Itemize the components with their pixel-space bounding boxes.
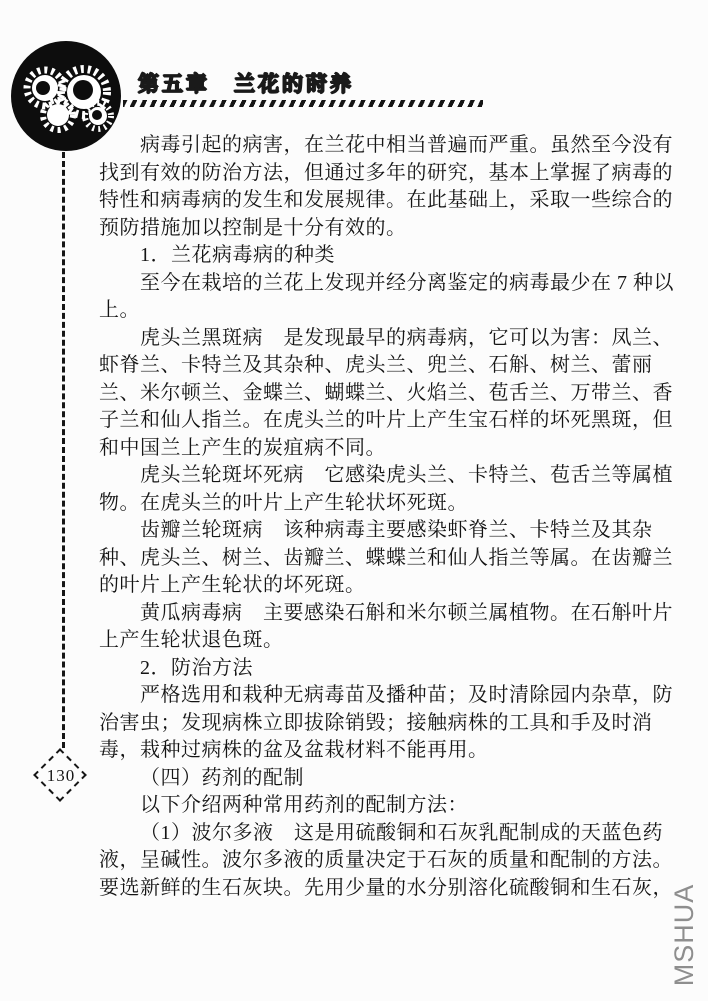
text-line: 1．兰花病毒病的种类 <box>140 244 335 266</box>
text-line: 的叶片上产生轮状的坏死斑。 <box>99 574 366 596</box>
text-line: 子兰和仙人指兰。在虎头兰的叶片上产生宝石样的坏死黑斑，但 <box>99 409 673 431</box>
watermark: MSHUA <box>669 883 699 987</box>
text-line: 治害虫；发现病株立即拔除销毁；接触病株的工具和手及时消 <box>99 711 653 734</box>
text-line: 找到有效的防治方法，但通过多年的研究，基本上掌握了病毒的 <box>99 161 673 184</box>
text-line: 物。在虎头兰的叶片上产生轮状坏死斑。 <box>99 491 468 514</box>
text-line: （1）波尔多液 这是用硫酸铜和石灰乳配制成的天蓝色药 <box>140 821 663 844</box>
text-line: 2．防治方法 <box>140 656 253 679</box>
text-line: 上。 <box>99 299 140 321</box>
text-line: 黄瓜病毒病 主要感染石斛和米尔顿兰属植物。在石斛叶片 <box>140 601 673 624</box>
text-line: 虾脊兰、卡特兰及其杂种、虎头兰、兜兰、石斛、树兰、蕾丽 <box>99 354 653 376</box>
text-line: 液，呈碱性。波尔多液的质量决定于石灰的质量和配制的方法。 <box>99 849 673 871</box>
text-line: 上产生轮状退色斑。 <box>99 629 284 651</box>
text-line: 特性和病毒病的发生和发展规律。在此基础上，采取一些综合的 <box>99 189 673 211</box>
text-line: 齿瓣兰轮斑病 该种病毒主要感染虾脊兰、卡特兰及其杂 <box>140 519 653 541</box>
chapter-title: 第五章 兰花的莳养 <box>138 72 354 96</box>
header-divider <box>123 100 483 107</box>
page-number-badge <box>33 748 89 804</box>
page-number: 130 <box>46 766 76 785</box>
text-line: 种、虎头兰、树兰、齿瓣兰、蝶蝶兰和仙人指兰等属。在齿瓣兰 <box>99 546 673 569</box>
text-line: 毒，栽种过病株的盆及盆栽材料不能再用。 <box>99 739 489 761</box>
text-line: 以下介绍两种常用药剂的配制方法： <box>140 794 468 816</box>
text-line: 和中国兰上产生的炭疽病不同。 <box>99 436 386 459</box>
text-line: 要选新鲜的生石灰块。先用少量的水分别溶化硫酸铜和生石灰， <box>99 876 673 899</box>
text-line: 虎头兰黑斑病 是发现最早的病毒病，它可以为害：凤兰、 <box>140 326 673 349</box>
text-line: （四）药剂的配制 <box>140 766 304 789</box>
body-text <box>99 132 674 902</box>
text-line: 虎头兰轮斑坏死病 它感染虎头兰、卡特兰、苞舌兰等属植 <box>140 464 673 486</box>
margin-dashed-line <box>62 152 65 748</box>
text-line: 病毒引起的病害，在兰花中相当普遍而严重。虽然至今没有 <box>140 134 673 156</box>
text-line: 至今在栽培的兰花上发现并经分离鉴定的病毒最少在 7 种以 <box>140 271 674 294</box>
text-line: 严格选用和栽种无病毒苗及播种苗；及时清除园内杂草，防 <box>140 684 673 706</box>
text-line: 兰、米尔顿兰、金蝶兰、蝴蝶兰、火焰兰、苞舌兰、万带兰、香 <box>99 381 673 404</box>
text-line: 预防措施加以控制是十分有效的。 <box>99 216 407 239</box>
